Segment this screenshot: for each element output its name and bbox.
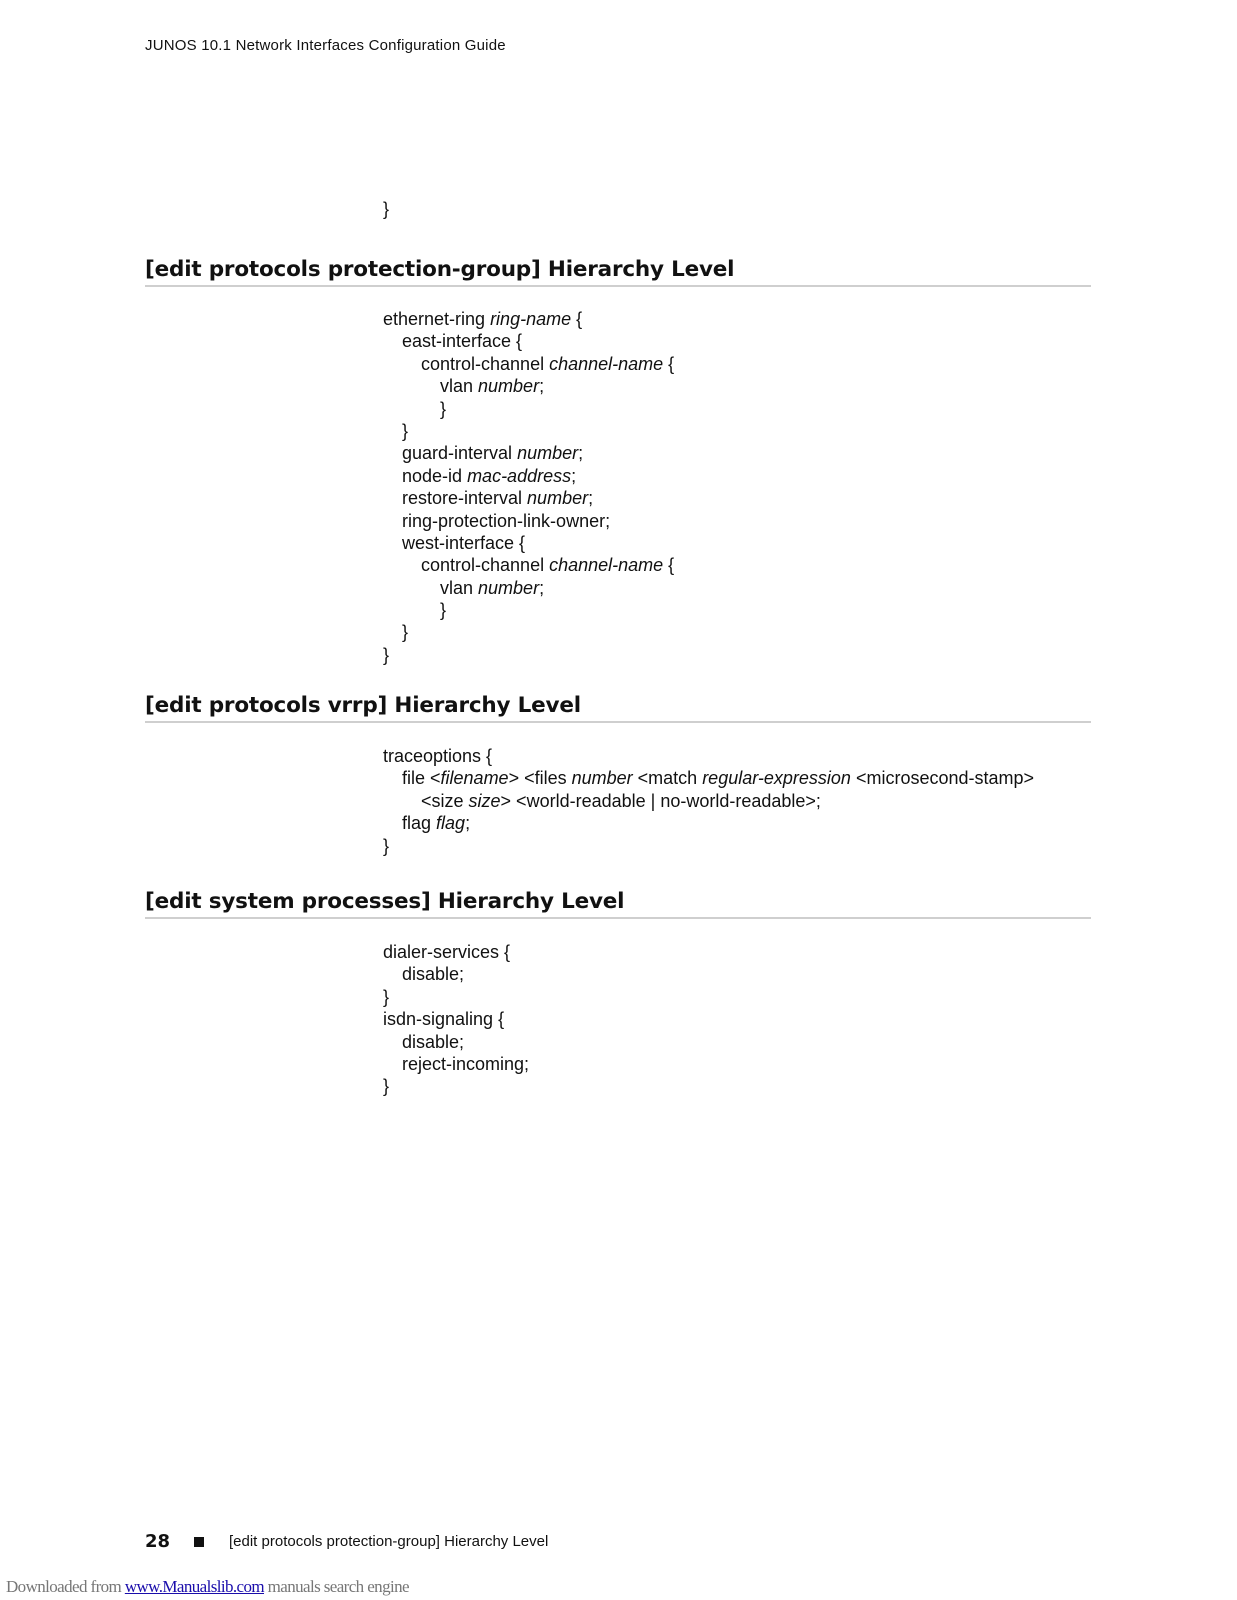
code-variable: number xyxy=(571,768,633,789)
code-line: } xyxy=(383,644,390,665)
footer-section-title: [edit protocols protection-group] Hierarchy Level xyxy=(229,1533,549,1550)
code-block-system-processes xyxy=(383,941,529,1098)
top-code-fragment xyxy=(383,198,389,220)
code-line: reject-incoming; xyxy=(402,1053,530,1074)
code-variable: number xyxy=(478,577,540,598)
code-variable: mac-address xyxy=(467,465,572,486)
manualslib-link[interactable]: www.Manualslib.com xyxy=(124,1577,265,1596)
code-variable: channel-name xyxy=(549,353,664,374)
code-line: file <filename> <files number <match regular-expression <microsecond-stamp> xyxy=(402,768,1035,789)
running-header: JUNOS 10.1 Network Interfaces Configuration Guide xyxy=(145,37,506,54)
code-variable: filename xyxy=(440,768,509,789)
download-bar-prefix: Downloaded from xyxy=(6,1577,125,1596)
download-bar-suffix: manuals search engine xyxy=(264,1577,409,1596)
code-variable: regular-expression xyxy=(702,768,851,789)
code-line: flag flag; xyxy=(402,813,471,834)
code-line: } xyxy=(383,199,390,219)
code-line: } xyxy=(383,1076,390,1097)
section-heading-system-processes: [edit system processes] Hierarchy Level xyxy=(145,889,1091,919)
section-heading-vrrp: [edit protocols vrrp] Hierarchy Level xyxy=(145,693,1091,723)
code-line: guard-interval number; xyxy=(402,443,584,464)
code-line: } xyxy=(440,398,447,419)
code-line: east-interface { xyxy=(402,331,523,352)
code-line: } xyxy=(383,986,390,1007)
code-variable: number xyxy=(527,488,589,509)
code-line: control-channel channel-name { xyxy=(421,353,675,374)
code-block-vrrp xyxy=(383,745,1034,857)
code-block-protection-group xyxy=(383,308,674,666)
code-variable: ring-name xyxy=(490,309,572,329)
download-bar xyxy=(6,1577,409,1597)
code-line: disable; xyxy=(402,964,465,985)
code-variable: channel-name xyxy=(549,555,664,576)
section-heading-protection-group: [edit protocols protection-group] Hierarchy Level xyxy=(145,257,1091,287)
code-line: vlan number; xyxy=(440,376,545,397)
code-line: node-id mac-address; xyxy=(402,465,577,486)
code-line: <size size> <world-readable | no-world-readable>; xyxy=(421,790,821,811)
code-line: traceoptions { xyxy=(383,746,493,766)
code-line: } xyxy=(402,622,409,643)
code-variable: size xyxy=(468,790,501,811)
code-line: ethernet-ring ring-name { xyxy=(383,309,583,329)
code-line: } xyxy=(383,835,390,856)
code-line: control-channel channel-name { xyxy=(421,555,675,576)
code-line: west-interface { xyxy=(402,532,526,553)
code-line: isdn-signaling { xyxy=(383,1009,505,1030)
code-variable: number xyxy=(478,376,540,397)
code-line: } xyxy=(440,600,447,621)
page-number: 28 xyxy=(145,1531,171,1552)
code-variable: flag xyxy=(436,813,466,834)
footer-square-bullet-icon xyxy=(194,1537,204,1547)
code-variable: number xyxy=(517,443,579,464)
code-line: vlan number; xyxy=(440,577,545,598)
code-line: restore-interval number; xyxy=(402,488,594,509)
code-line: ring-protection-link-owner; xyxy=(402,510,611,531)
code-line: dialer-services { xyxy=(383,942,511,962)
code-line: disable; xyxy=(402,1031,465,1052)
code-line: } xyxy=(402,420,409,441)
